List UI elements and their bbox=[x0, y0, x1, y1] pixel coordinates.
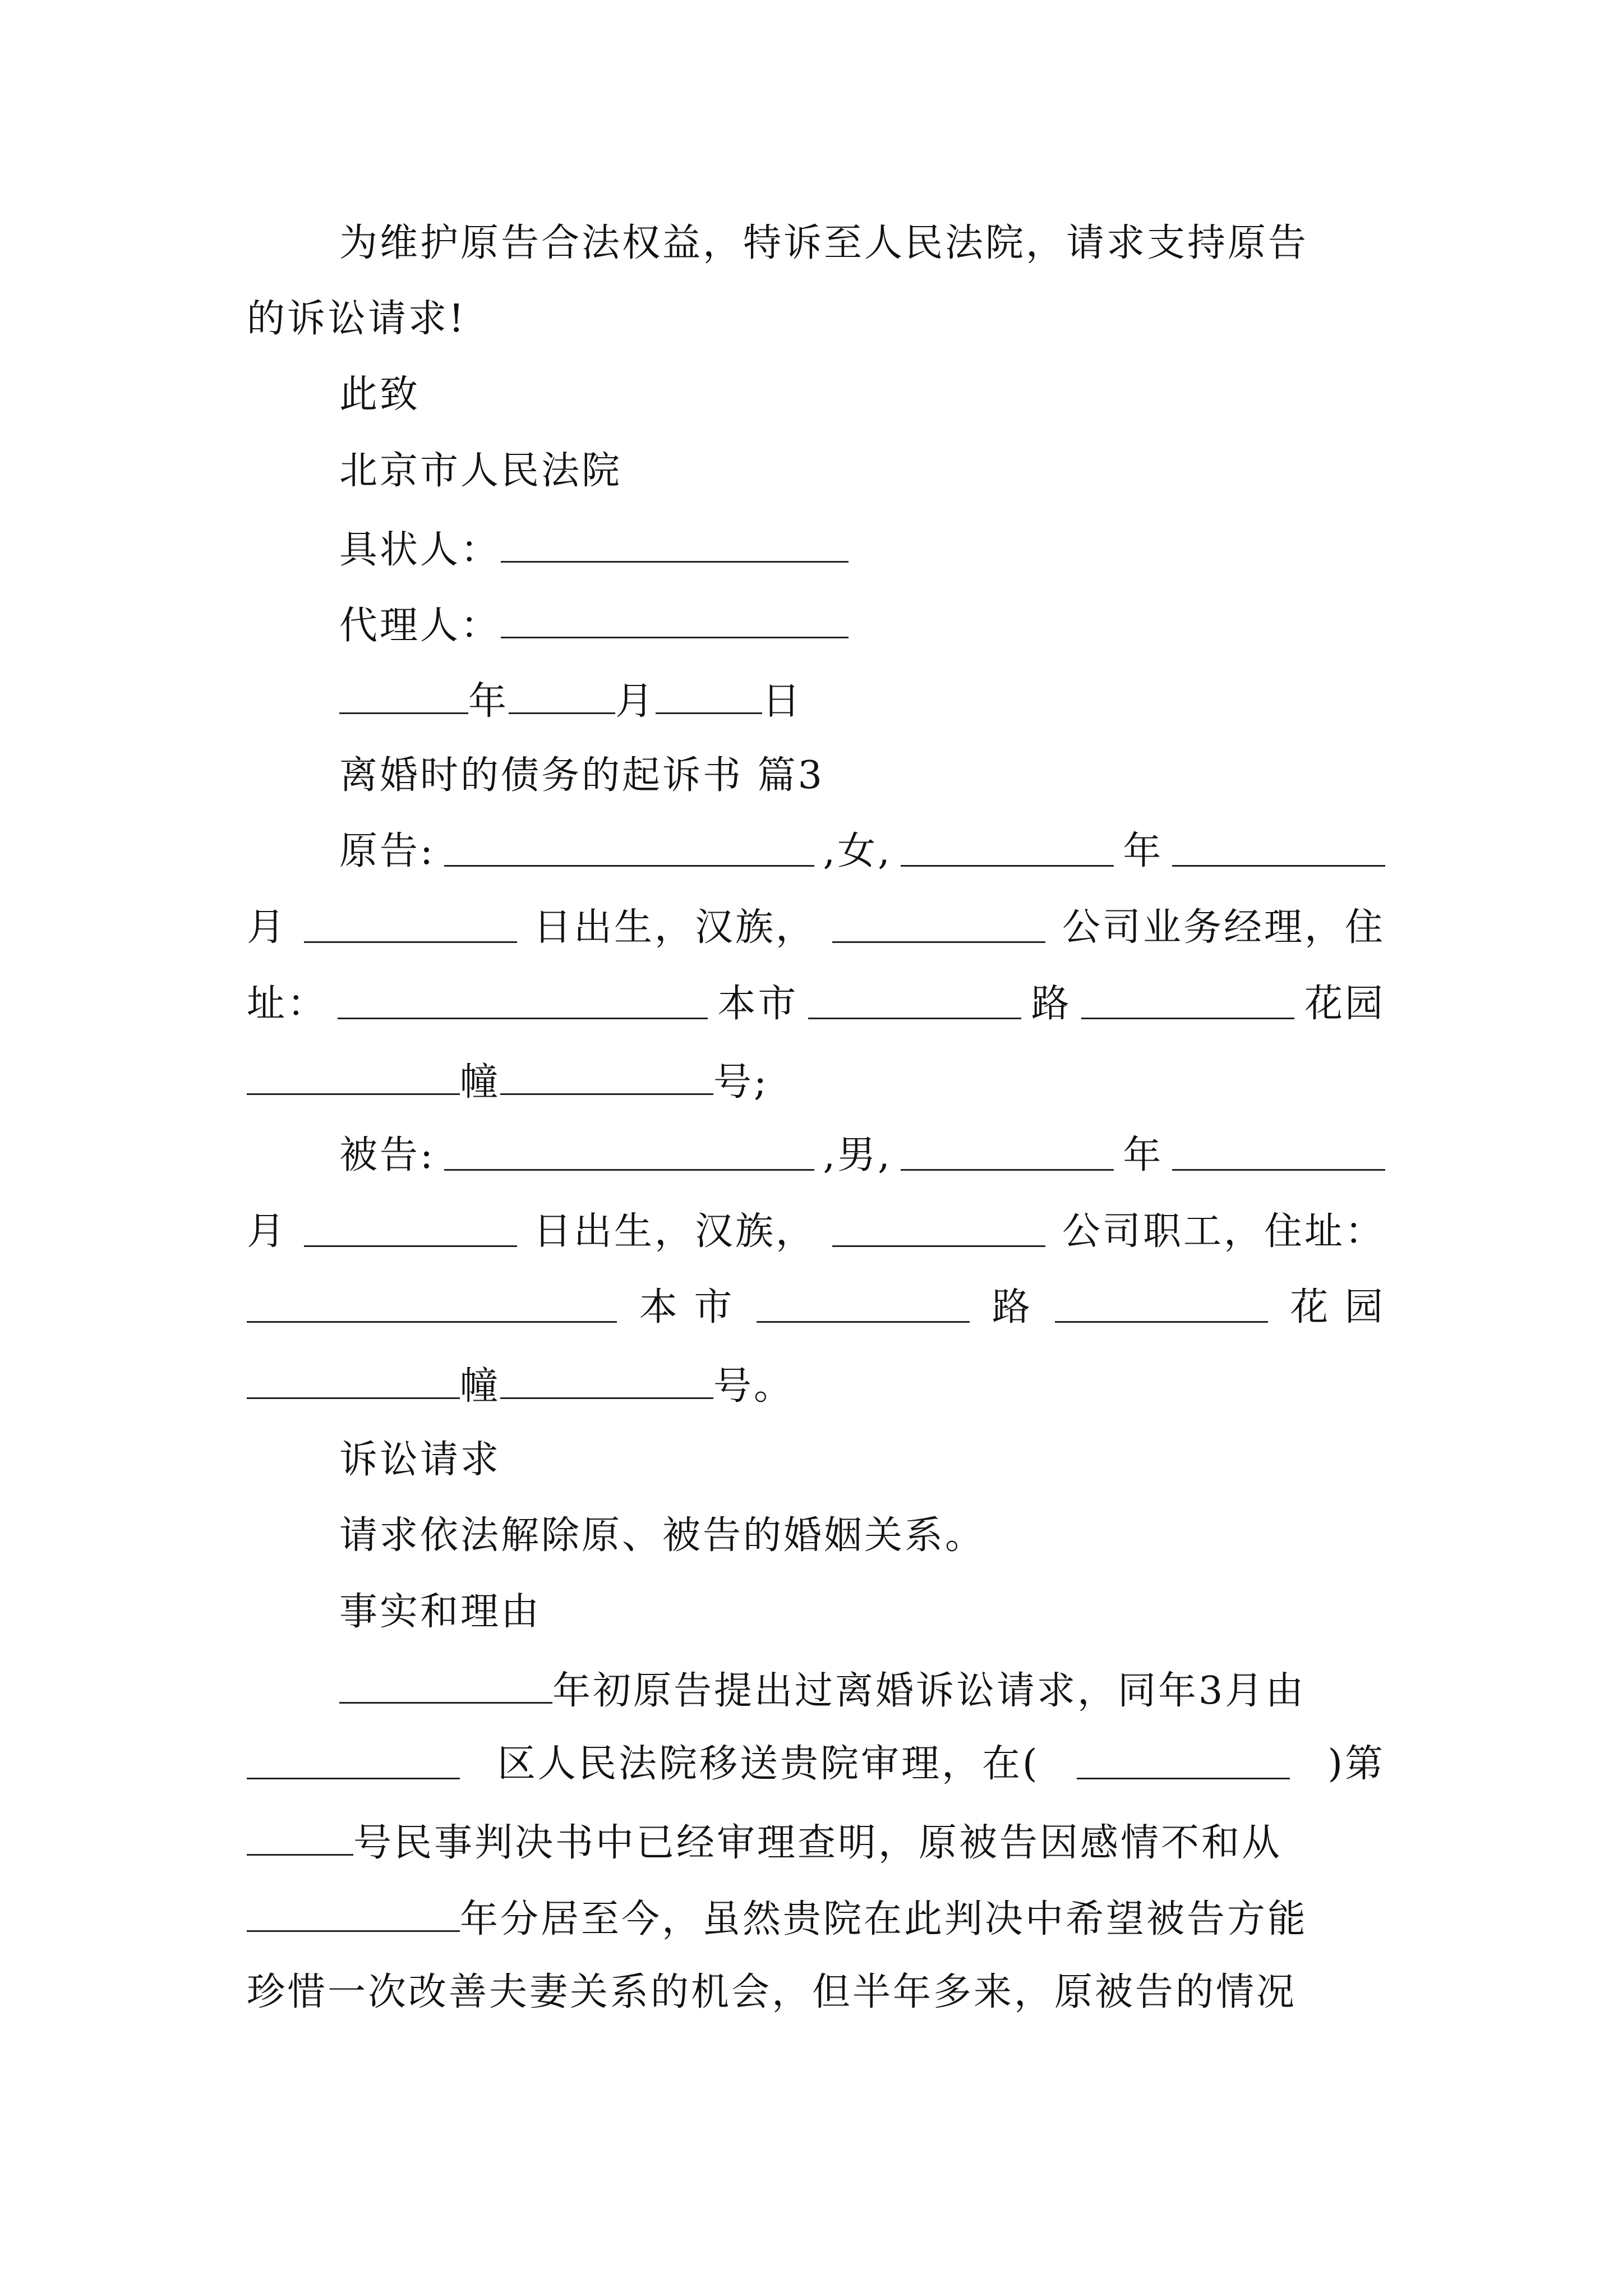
fill-blank bbox=[1081, 985, 1294, 1019]
plaintiff-line bbox=[247, 1060, 769, 1105]
fill-blank bbox=[500, 1061, 713, 1095]
label: )第 bbox=[1327, 1742, 1385, 1786]
defendant-line bbox=[247, 1209, 1385, 1254]
agent-signature-line bbox=[339, 604, 849, 648]
paragraph-line bbox=[247, 1821, 1283, 1865]
fill-blank bbox=[444, 832, 814, 867]
label: 被告: bbox=[339, 1133, 435, 1177]
section-title: 离婚时的债务的起诉书 篇3 bbox=[339, 753, 824, 798]
label: 年初原告提出过离婚诉讼请求，同年3月由 bbox=[552, 1669, 1306, 1713]
paragraph-line: 请求依法解除原、被告的婚姻关系。 bbox=[339, 1513, 986, 1558]
label: 日出生，汉族， bbox=[533, 905, 816, 950]
fill-blank bbox=[247, 1289, 617, 1323]
fill-blank bbox=[901, 832, 1114, 867]
month-blank bbox=[509, 680, 615, 714]
paragraph-line bbox=[339, 1669, 1306, 1713]
fill-blank bbox=[247, 1061, 460, 1095]
month-label: 月 bbox=[615, 679, 656, 724]
label: 月 bbox=[247, 905, 288, 950]
defendant-line bbox=[247, 1285, 1385, 1329]
section-heading: 诉讼请求 bbox=[339, 1438, 501, 1482]
label: 原告: bbox=[339, 829, 435, 873]
paragraph-line: 为维护原告合法权益，特诉至人民法院，请求支持原告 bbox=[339, 221, 1309, 265]
plaintiff-line bbox=[247, 905, 1385, 950]
signature-blank bbox=[501, 528, 849, 563]
fill-blank bbox=[1172, 1137, 1385, 1171]
plaintiff-label: 具状人： bbox=[339, 528, 501, 572]
defendant-line bbox=[247, 1364, 795, 1409]
label: 本 市 bbox=[639, 1285, 735, 1329]
label: 花园 bbox=[1304, 982, 1385, 1026]
fill-blank bbox=[757, 1289, 970, 1323]
fill-blank bbox=[1172, 832, 1385, 867]
court-name: 北京市人民法院 bbox=[339, 449, 623, 493]
label: 号民事判决书中已经审理查明，原被告因感情不和从 bbox=[353, 1821, 1283, 1865]
agent-label: 代理人： bbox=[339, 604, 501, 648]
fill-blank bbox=[808, 985, 1021, 1019]
plaintiff-signature-line bbox=[339, 528, 849, 572]
label: ,女, bbox=[823, 829, 892, 873]
label: 月 bbox=[247, 1209, 288, 1254]
fill-blank bbox=[444, 1137, 814, 1171]
fill-blank bbox=[304, 1213, 517, 1247]
fill-blank bbox=[1077, 1745, 1290, 1779]
fill-blank bbox=[247, 1821, 353, 1856]
fill-blank bbox=[832, 1213, 1045, 1247]
label: 公司职工，住址： bbox=[1062, 1209, 1385, 1254]
paragraph-line bbox=[247, 1742, 1385, 1786]
label: ,男, bbox=[823, 1133, 892, 1177]
label: 年 bbox=[1123, 1133, 1164, 1177]
paragraph-line: 的诉讼请求! bbox=[247, 297, 467, 341]
year-blank bbox=[339, 680, 468, 714]
label: 本市 bbox=[717, 982, 799, 1026]
label: 日出生，汉族， bbox=[533, 1209, 816, 1254]
fill-blank bbox=[1055, 1289, 1268, 1323]
paragraph-line: 珍惜一次改善夫妻关系的机会，但半年多来，原被告的情况 bbox=[247, 1970, 1297, 2014]
day-label: 日 bbox=[762, 679, 803, 724]
fill-blank bbox=[247, 1898, 460, 1932]
fill-blank bbox=[832, 909, 1045, 943]
label: 路 bbox=[992, 1285, 1032, 1329]
fill-blank bbox=[339, 1669, 552, 1704]
plaintiff-line bbox=[247, 982, 1385, 1026]
label: 年分居至今，虽然贵院在此判决中希望被告方能 bbox=[460, 1897, 1308, 1941]
label: 幢 bbox=[460, 1364, 501, 1409]
salutation: 此致 bbox=[339, 372, 421, 417]
label: 花 园 bbox=[1290, 1285, 1385, 1329]
label: 公司业务经理，住 bbox=[1062, 905, 1385, 950]
label: 幢 bbox=[460, 1060, 501, 1105]
fill-blank bbox=[247, 1365, 460, 1399]
paragraph-line bbox=[247, 1898, 1308, 1939]
fill-blank bbox=[304, 909, 517, 943]
signature-blank bbox=[501, 604, 849, 638]
date-line bbox=[339, 679, 803, 724]
label: 区人民法院移送贵院审理，在( bbox=[497, 1742, 1040, 1786]
defendant-line bbox=[339, 1133, 1385, 1177]
label: 址： bbox=[247, 982, 328, 1026]
section-heading: 事实和理由 bbox=[339, 1590, 542, 1634]
fill-blank bbox=[500, 1365, 713, 1399]
fill-blank bbox=[338, 985, 708, 1019]
label: 路 bbox=[1031, 982, 1072, 1026]
day-blank bbox=[656, 680, 762, 714]
label: 号。 bbox=[713, 1364, 795, 1409]
fill-blank bbox=[247, 1745, 460, 1779]
fill-blank bbox=[901, 1137, 1114, 1171]
year-label: 年 bbox=[468, 679, 509, 724]
plaintiff-line bbox=[339, 829, 1385, 873]
label: 年 bbox=[1123, 829, 1164, 873]
label: 号; bbox=[713, 1060, 769, 1105]
